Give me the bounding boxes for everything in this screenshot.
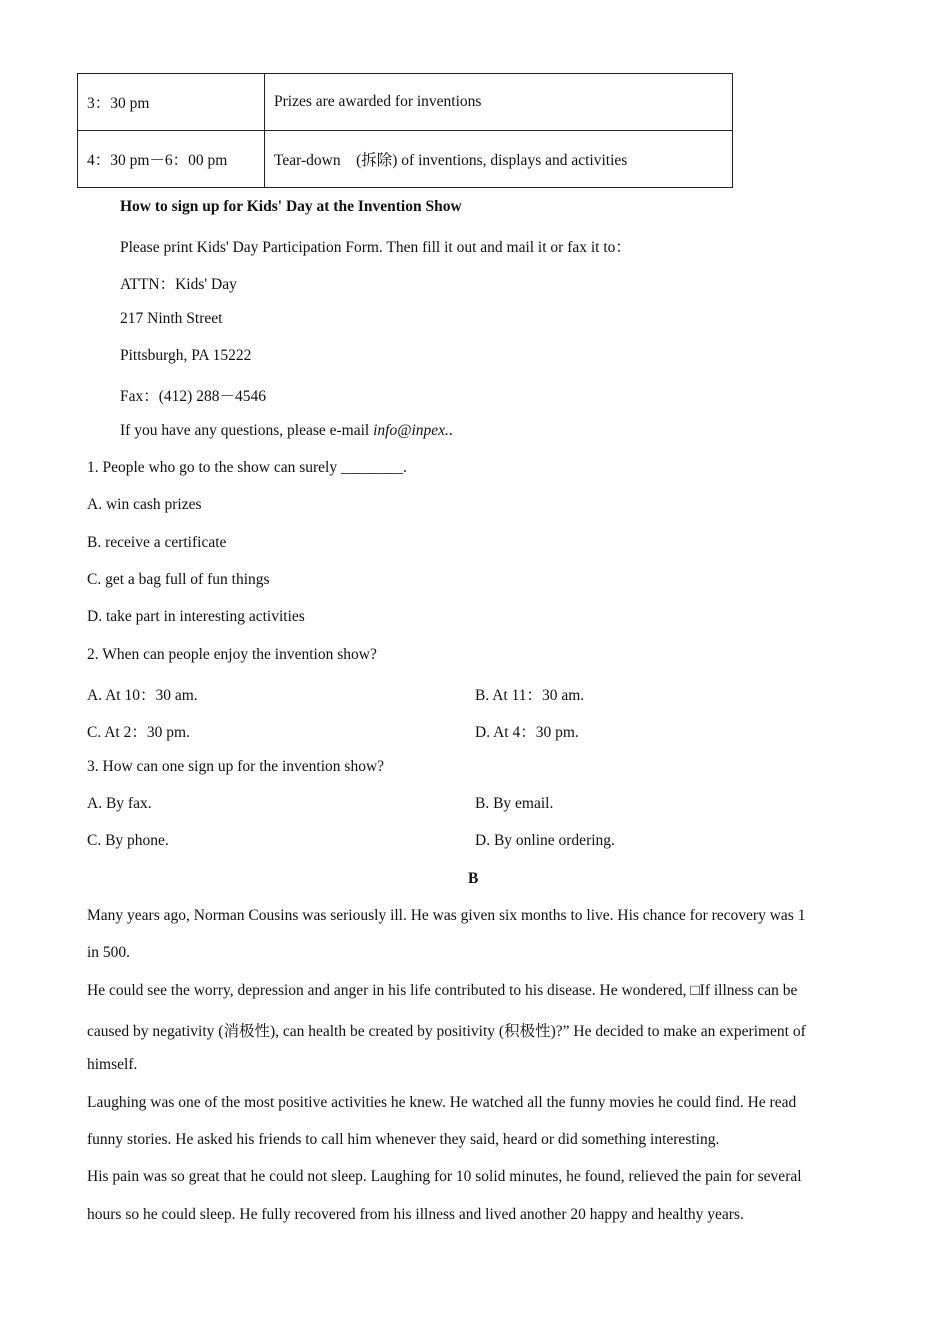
question-1-stem: 1. People who go to the show can surely ________.: [87, 459, 407, 476]
question-3-option-b: B. By email.: [475, 795, 554, 812]
address-street: 217 Ninth Street: [120, 310, 223, 327]
passage-line: Laughing was one of the most positive activities he knew. He watched all the funny movies he could find. He read: [87, 1094, 797, 1111]
section-b-label: B: [468, 870, 479, 887]
question-1-option-d: D. take part in interesting activities: [87, 608, 305, 625]
question-3-option-a: A. By fax.: [87, 795, 152, 812]
passage-line: in 500.: [87, 944, 131, 961]
schedule-time: 4：30 pm－6：00 pm: [78, 131, 265, 188]
question-3-option-c: C. By phone.: [87, 832, 169, 849]
passage-line: His pain was so great that he could not sleep. Laughing for 10 solid minutes, he found, relieved the pain for several: [87, 1168, 802, 1185]
signup-heading: How to sign up for Kids' Day at the Invention Show: [120, 198, 462, 215]
passage-line: He could see the worry, depression and anger in his life contributed to his disease. He wondered, □If illness can be: [87, 982, 798, 999]
contact-email: info@inpex.: [373, 422, 449, 439]
passage-line: hours so he could sleep. He fully recovered from his illness and lived another 20 happy and healthy years.: [87, 1206, 744, 1223]
fax-number: Fax：(412) 288－4546: [120, 388, 266, 405]
question-2-option-a: A. At 10：30 am.: [87, 687, 198, 704]
schedule-time: 3：30 pm: [78, 74, 265, 131]
question-2-stem: 2. When can people enjoy the invention show?: [87, 646, 377, 663]
contact-suffix: .: [448, 422, 453, 439]
question-2-option-c: C. At 2：30 pm.: [87, 724, 190, 741]
schedule-event: Prizes are awarded for inventions: [265, 74, 733, 131]
address-attn: ATTN：Kids' Day: [120, 276, 237, 293]
schedule-table: [77, 73, 733, 188]
question-1-option-b: B. receive a certificate: [87, 534, 227, 551]
question-1-option-c: C. get a bag full of fun things: [87, 571, 270, 588]
question-3-option-d: D. By online ordering.: [475, 832, 615, 849]
contact-line: [120, 422, 453, 440]
schedule-event: Tear-down (拆除) of inventions, displays and activities: [265, 131, 733, 188]
question-3-stem: 3. How can one sign up for the invention show?: [87, 758, 385, 775]
signup-instruction: Please print Kids' Day Participation Form. Then fill it out and mail it or fax it to：: [120, 239, 631, 256]
contact-prefix: If you have any questions, please e-mail: [120, 422, 374, 439]
passage-line: funny stories. He asked his friends to call him whenever they said, heard or did something interesting.: [87, 1131, 720, 1148]
question-2-option-b: B. At 11：30 am.: [475, 687, 585, 704]
address-city: Pittsburgh, PA 15222: [120, 347, 252, 364]
table-row: [78, 131, 733, 188]
passage-line: Many years ago, Norman Cousins was seriously ill. He was given six months to live. His chance for recovery was 1: [87, 907, 806, 924]
passage-line: caused by negativity (消极性), can health be created by positivity (积极性)?” He decided to make an experiment of: [87, 1023, 806, 1040]
question-1-option-a: A. win cash prizes: [87, 496, 202, 513]
table-row: [78, 74, 733, 131]
passage-line: himself.: [87, 1056, 138, 1073]
question-2-option-d: D. At 4：30 pm.: [475, 724, 579, 741]
